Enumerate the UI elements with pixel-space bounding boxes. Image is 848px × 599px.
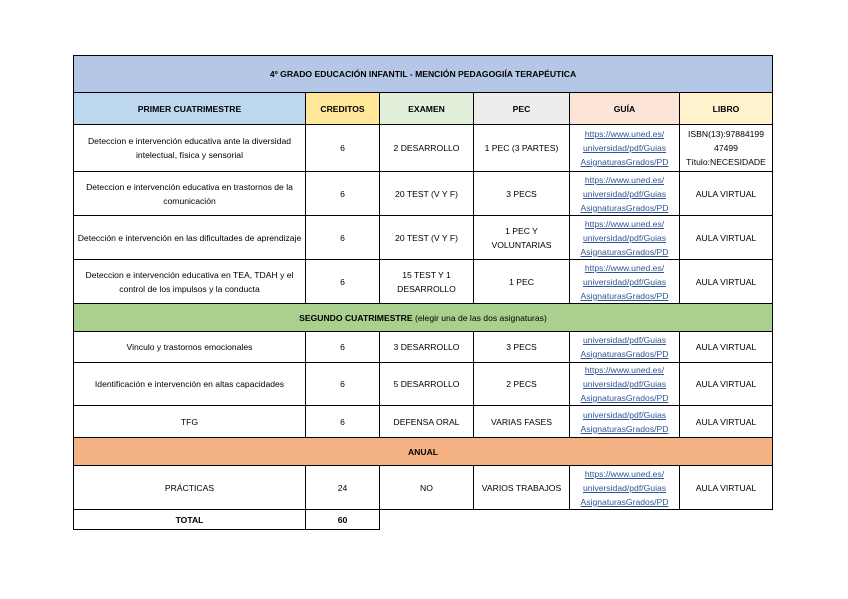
annual-title: ANUAL xyxy=(74,438,773,466)
table-row xyxy=(74,172,773,216)
guide-link-line[interactable]: AsignaturasGrados/PD xyxy=(580,423,669,434)
subjects-table xyxy=(73,55,773,530)
book-cell xyxy=(680,466,773,510)
exam-cell: 20 TEST (V Y F) xyxy=(380,216,474,260)
guide-link-line[interactable]: https://www.uned.es/ xyxy=(584,468,665,479)
book-cell xyxy=(680,125,773,172)
subject-cell: Vinculo y trastornos emocionales xyxy=(74,332,306,363)
exam-cell: NO xyxy=(380,466,474,510)
guide-link-line[interactable]: AsignaturasGrados/PD xyxy=(580,393,669,403)
subject-cell: PRÁCTICAS xyxy=(74,466,306,510)
total-label: TOTAL xyxy=(74,510,306,530)
subject-cell: Identificación e intervención en altas capacidades xyxy=(74,363,306,406)
second-semester-body xyxy=(74,332,773,438)
credits-cell: 6 xyxy=(306,172,380,216)
guide-link-line[interactable]: AsignaturasGrados/PD xyxy=(580,157,669,167)
book-line: AULA VIRTUAL xyxy=(695,379,757,389)
subject-cell: Detección e intervención en las dificultades de aprendizaje xyxy=(74,216,306,260)
subject-cell: Deteccion e intervención educativa en trastornos de la comunicación xyxy=(74,172,306,216)
total-row xyxy=(74,510,773,530)
exam-cell: 2 DESARROLLO xyxy=(380,125,474,172)
book-cell xyxy=(680,260,773,304)
book-line: AULA VIRTUAL xyxy=(695,416,757,427)
table-row xyxy=(74,332,773,363)
subject-cell: Deteccion e intervención educativa en TEA, TDAH y el control de los impulsos y la conducta xyxy=(74,260,306,304)
guide-link-line[interactable]: AsignaturasGrados/PD xyxy=(580,496,669,507)
guide-cell xyxy=(570,172,680,216)
guide-cell xyxy=(570,260,680,304)
annual-body xyxy=(74,466,773,510)
guide-link-line[interactable]: universidad/pdf/Guias xyxy=(582,232,667,243)
annual-header xyxy=(74,438,773,466)
guide-link-line[interactable]: universidad/pdf/Guias xyxy=(582,188,667,199)
book-cell xyxy=(680,172,773,216)
guide-cell xyxy=(570,466,680,510)
table-row xyxy=(74,125,773,172)
header-cuatrimestre: PRIMER CUATRIMESTRE xyxy=(74,93,306,125)
credits-cell: 6 xyxy=(306,125,380,172)
title-row xyxy=(74,56,773,93)
table-row xyxy=(74,466,773,510)
header-pec: PEC xyxy=(474,93,570,125)
book-cell xyxy=(680,216,773,260)
book-line: AULA VIRTUAL xyxy=(695,232,757,243)
pec-cell: 2 PECS xyxy=(474,363,570,406)
guide-link-line[interactable]: AsignaturasGrados/PD xyxy=(580,246,669,257)
book-line: ISBN(13):97884199 xyxy=(688,129,764,139)
guide-link-line[interactable]: universidad/pdf/Guias xyxy=(582,482,667,493)
book-line: AULA VIRTUAL xyxy=(695,276,757,287)
guide-cell xyxy=(570,363,680,406)
book-line: 47499 xyxy=(714,143,738,153)
exam-cell: 15 TEST Y 1 DESARROLLO xyxy=(380,260,474,304)
pec-cell: VARIAS FASES xyxy=(474,406,570,438)
guide-link-line[interactable]: universidad/pdf/Guias xyxy=(582,379,667,389)
guide-link-line[interactable]: AsignaturasGrados/PD xyxy=(580,290,669,301)
guide-cell xyxy=(570,406,680,438)
book-line: AULA VIRTUAL xyxy=(695,188,757,199)
header-libro: LIBRO xyxy=(680,93,773,125)
pec-cell: 1 PEC xyxy=(474,260,570,304)
pec-cell: 1 PEC Y VOLUNTARIAS xyxy=(474,216,570,260)
guide-link-line[interactable]: https://www.uned.es/ xyxy=(584,174,665,185)
credits-cell: 6 xyxy=(306,216,380,260)
second-semester-header xyxy=(74,304,773,332)
second-semester-title xyxy=(74,304,773,332)
table-row xyxy=(74,406,773,438)
guide-link-line[interactable]: https://www.uned.es/ xyxy=(584,218,665,229)
credits-cell: 24 xyxy=(306,466,380,510)
header-guia: GUÍA xyxy=(570,93,680,125)
second-semester-title-bold: SEGUNDO CUATRIMESTRE xyxy=(299,312,413,323)
subject-cell: Deteccion e intervención educativa ante la diversidad intelectual, física y sensorial xyxy=(74,125,306,172)
book-cell xyxy=(680,363,773,406)
credits-cell: 6 xyxy=(306,260,380,304)
exam-cell: DEFENSA ORAL xyxy=(380,406,474,438)
header-row xyxy=(74,93,773,125)
guide-link-line[interactable]: AsignaturasGrados/PD xyxy=(580,202,669,213)
table-row xyxy=(74,260,773,304)
subject-cell: TFG xyxy=(74,406,306,438)
credits-cell: 6 xyxy=(306,406,380,438)
header-examen: EXAMEN xyxy=(380,93,474,125)
table-row xyxy=(74,216,773,260)
guide-link-line[interactable]: universidad/pdf/Guias xyxy=(582,409,667,420)
guide-cell xyxy=(570,332,680,363)
guide-link-line[interactable]: universidad/pdf/Guias xyxy=(582,276,667,287)
guide-link-line[interactable]: https://www.uned.es/ xyxy=(584,129,665,139)
guide-link-line[interactable]: https://www.uned.es/ xyxy=(584,262,665,273)
pec-cell: 1 PEC (3 PARTES) xyxy=(474,125,570,172)
guide-link-line[interactable]: universidad/pdf/Guias xyxy=(582,143,667,153)
guide-link-line[interactable]: https://www.uned.es/ xyxy=(584,365,665,375)
guide-cell xyxy=(570,216,680,260)
guide-link-line[interactable]: AsignaturasGrados/PD xyxy=(580,349,669,359)
pec-cell: 3 PECS xyxy=(474,332,570,363)
exam-cell: 5 DESARROLLO xyxy=(380,363,474,406)
first-semester-body xyxy=(74,125,773,304)
credits-cell: 6 xyxy=(306,332,380,363)
header-creditos: CREDITOS xyxy=(306,93,380,125)
credits-cell: 6 xyxy=(306,363,380,406)
exam-cell: 20 TEST (V Y F) xyxy=(380,172,474,216)
exam-cell: 3 DESARROLLO xyxy=(380,332,474,363)
book-cell xyxy=(680,406,773,438)
book-line: Título:NECESIDADE xyxy=(686,157,766,167)
pec-cell: VARIOS TRABAJOS xyxy=(474,466,570,510)
guide-link-line[interactable]: universidad/pdf/Guias xyxy=(582,335,667,345)
pec-cell: 3 PECS xyxy=(474,172,570,216)
table-row xyxy=(74,363,773,406)
book-cell xyxy=(680,332,773,363)
table-title: 4º GRADO EDUCACIÓN INFANTIL - MENCIÓN PEDAGOGIÍA TERAPÉUTICA xyxy=(74,56,773,93)
second-semester-note: (elegir una de las dos asignaturas) xyxy=(412,312,547,323)
book-line: AULA VIRTUAL xyxy=(695,342,757,352)
guide-cell xyxy=(570,125,680,172)
total-credits: 60 xyxy=(306,510,380,530)
book-line: AULA VIRTUAL xyxy=(695,482,757,493)
